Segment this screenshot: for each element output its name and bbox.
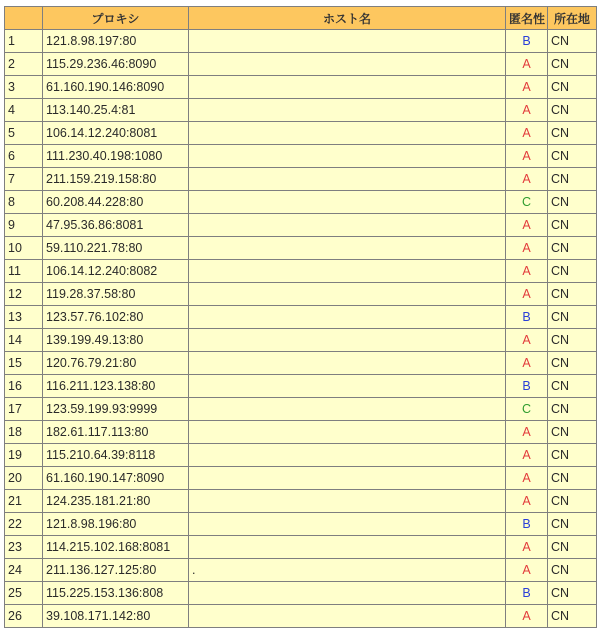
table-row [5, 76, 597, 99]
proxy-address: 114.215.102.168:8081 [43, 536, 189, 559]
row-number: 9 [5, 214, 43, 237]
host-name [189, 306, 506, 329]
anonymity-level: B [506, 582, 548, 605]
header-number [5, 7, 43, 30]
table-row [5, 536, 597, 559]
host-name [189, 122, 506, 145]
host-name: . [189, 559, 506, 582]
host-name [189, 375, 506, 398]
host-name [189, 168, 506, 191]
row-number: 8 [5, 191, 43, 214]
anonymity-level: B [506, 306, 548, 329]
table-row [5, 513, 597, 536]
anonymity-level: A [506, 168, 548, 191]
row-number: 10 [5, 237, 43, 260]
host-name [189, 605, 506, 628]
proxy-address: 116.211.123.138:80 [43, 375, 189, 398]
location-code: CN [548, 329, 597, 352]
anonymity-level: A [506, 283, 548, 306]
proxy-address: 106.14.12.240:8081 [43, 122, 189, 145]
table-row [5, 329, 597, 352]
host-name [189, 582, 506, 605]
anonymity-level: A [506, 76, 548, 99]
proxy-address: 39.108.171.142:80 [43, 605, 189, 628]
anonymity-level: B [506, 30, 548, 53]
host-name [189, 467, 506, 490]
proxy-address: 113.140.25.4:81 [43, 99, 189, 122]
table-row [5, 605, 597, 628]
table-row [5, 214, 597, 237]
host-name [189, 145, 506, 168]
proxy-address: 115.29.236.46:8090 [43, 53, 189, 76]
location-code: CN [548, 398, 597, 421]
row-number: 21 [5, 490, 43, 513]
table-row [5, 145, 597, 168]
host-name [189, 283, 506, 306]
table-row [5, 260, 597, 283]
proxy-address: 106.14.12.240:8082 [43, 260, 189, 283]
proxy-address: 115.225.153.136:808 [43, 582, 189, 605]
anonymity-level: A [506, 214, 548, 237]
row-number: 20 [5, 467, 43, 490]
table-row [5, 122, 597, 145]
host-name [189, 214, 506, 237]
table-row [5, 559, 597, 582]
table-row [5, 444, 597, 467]
location-code: CN [548, 605, 597, 628]
header-row [5, 7, 597, 30]
row-number: 11 [5, 260, 43, 283]
proxy-address: 47.95.36.86:8081 [43, 214, 189, 237]
host-name [189, 237, 506, 260]
anonymity-level: A [506, 99, 548, 122]
anonymity-level: A [506, 53, 548, 76]
location-code: CN [548, 375, 597, 398]
row-number: 5 [5, 122, 43, 145]
location-code: CN [548, 145, 597, 168]
host-name [189, 421, 506, 444]
location-code: CN [548, 99, 597, 122]
location-code: CN [548, 76, 597, 99]
host-name [189, 352, 506, 375]
row-number: 16 [5, 375, 43, 398]
proxy-address: 60.208.44.228:80 [43, 191, 189, 214]
location-code: CN [548, 536, 597, 559]
location-code: CN [548, 582, 597, 605]
table-row [5, 168, 597, 191]
proxy-address: 61.160.190.146:8090 [43, 76, 189, 99]
row-number: 15 [5, 352, 43, 375]
proxy-address: 115.210.64.39:8118 [43, 444, 189, 467]
anonymity-level: A [506, 444, 548, 467]
location-code: CN [548, 490, 597, 513]
table-row [5, 490, 597, 513]
host-name [189, 490, 506, 513]
row-number: 25 [5, 582, 43, 605]
host-name [189, 191, 506, 214]
table-row [5, 99, 597, 122]
header-host-name: ホスト名 [189, 7, 506, 30]
anonymity-level: A [506, 352, 548, 375]
proxy-address: 61.160.190.147:8090 [43, 467, 189, 490]
row-number: 24 [5, 559, 43, 582]
anonymity-level: C [506, 191, 548, 214]
location-code: CN [548, 260, 597, 283]
anonymity-level: A [506, 467, 548, 490]
location-code: CN [548, 444, 597, 467]
table-row [5, 191, 597, 214]
host-name [189, 99, 506, 122]
anonymity-level: A [506, 122, 548, 145]
location-code: CN [548, 237, 597, 260]
anonymity-level: A [506, 237, 548, 260]
row-number: 22 [5, 513, 43, 536]
row-number: 14 [5, 329, 43, 352]
proxy-address: 121.8.98.196:80 [43, 513, 189, 536]
proxy-address: 124.235.181.21:80 [43, 490, 189, 513]
anonymity-level: A [506, 559, 548, 582]
location-code: CN [548, 168, 597, 191]
anonymity-level: B [506, 513, 548, 536]
proxy-address: 121.8.98.197:80 [43, 30, 189, 53]
row-number: 3 [5, 76, 43, 99]
table-row [5, 375, 597, 398]
row-number: 23 [5, 536, 43, 559]
proxy-list-table [4, 6, 597, 628]
host-name [189, 444, 506, 467]
host-name [189, 30, 506, 53]
proxy-address: 139.199.49.13:80 [43, 329, 189, 352]
host-name [189, 53, 506, 76]
table-row [5, 582, 597, 605]
anonymity-level: A [506, 536, 548, 559]
row-number: 12 [5, 283, 43, 306]
header-anonymity: 匿名性 [506, 7, 548, 30]
row-number: 18 [5, 421, 43, 444]
table-row [5, 53, 597, 76]
anonymity-level: A [506, 490, 548, 513]
host-name [189, 513, 506, 536]
row-number: 7 [5, 168, 43, 191]
row-number: 2 [5, 53, 43, 76]
table-row [5, 237, 597, 260]
location-code: CN [548, 421, 597, 444]
proxy-address: 119.28.37.58:80 [43, 283, 189, 306]
host-name [189, 329, 506, 352]
table-row [5, 467, 597, 490]
proxy-address: 123.59.199.93:9999 [43, 398, 189, 421]
proxy-address: 211.136.127.125:80 [43, 559, 189, 582]
anonymity-level: A [506, 605, 548, 628]
row-number: 1 [5, 30, 43, 53]
proxy-address: 120.76.79.21:80 [43, 352, 189, 375]
row-number: 4 [5, 99, 43, 122]
table-row [5, 398, 597, 421]
row-number: 19 [5, 444, 43, 467]
location-code: CN [548, 122, 597, 145]
table-row [5, 421, 597, 444]
row-number: 6 [5, 145, 43, 168]
header-proxy: プロキシ [43, 7, 189, 30]
location-code: CN [548, 283, 597, 306]
host-name [189, 398, 506, 421]
header-location: 所在地 [548, 7, 597, 30]
proxy-address: 59.110.221.78:80 [43, 237, 189, 260]
proxy-address: 111.230.40.198:1080 [43, 145, 189, 168]
proxy-address: 123.57.76.102:80 [43, 306, 189, 329]
location-code: CN [548, 214, 597, 237]
anonymity-level: C [506, 398, 548, 421]
proxy-address: 211.159.219.158:80 [43, 168, 189, 191]
location-code: CN [548, 306, 597, 329]
row-number: 26 [5, 605, 43, 628]
anonymity-level: B [506, 375, 548, 398]
location-code: CN [548, 191, 597, 214]
table-body [5, 30, 597, 628]
proxy-address: 182.61.117.113:80 [43, 421, 189, 444]
anonymity-level: A [506, 329, 548, 352]
location-code: CN [548, 513, 597, 536]
location-code: CN [548, 559, 597, 582]
host-name [189, 76, 506, 99]
location-code: CN [548, 30, 597, 53]
host-name [189, 536, 506, 559]
host-name [189, 260, 506, 283]
table-row [5, 283, 597, 306]
row-number: 17 [5, 398, 43, 421]
anonymity-level: A [506, 145, 548, 168]
location-code: CN [548, 352, 597, 375]
table-row [5, 306, 597, 329]
location-code: CN [548, 467, 597, 490]
table-row [5, 30, 597, 53]
row-number: 13 [5, 306, 43, 329]
anonymity-level: A [506, 260, 548, 283]
location-code: CN [548, 53, 597, 76]
anonymity-level: A [506, 421, 548, 444]
table-row [5, 352, 597, 375]
